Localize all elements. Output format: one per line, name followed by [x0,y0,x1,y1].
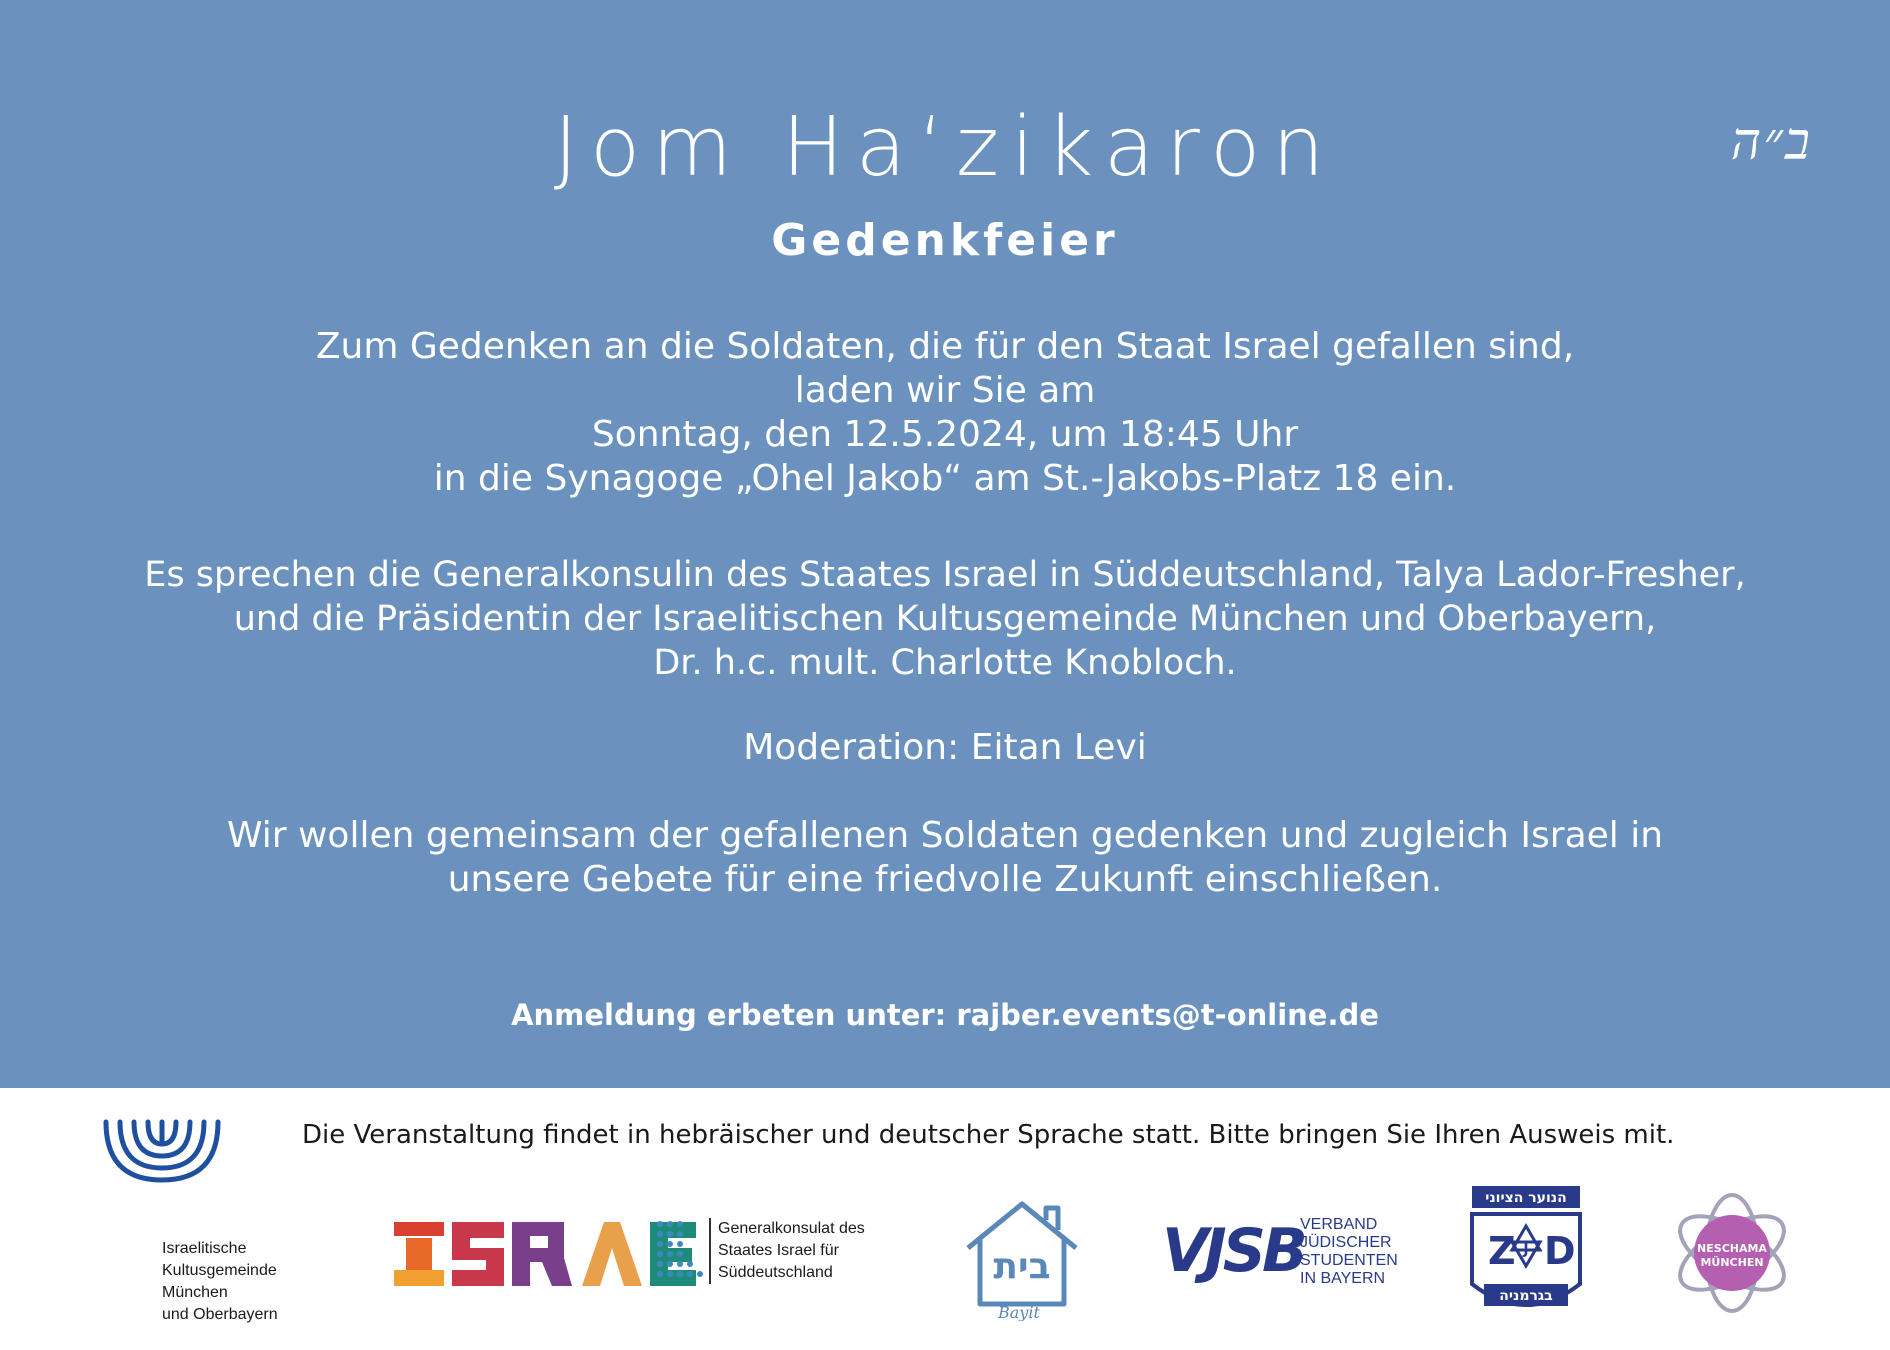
consulate-line: Süddeutschland [718,1264,833,1281]
ikg-name [162,1238,278,1326]
ikg-line: Kultusgemeinde [162,1262,277,1279]
ikg-logo [100,1118,300,1323]
svg-text:MÜNCHEN: MÜNCHEN [1700,1256,1764,1269]
svg-text:Z: Z [1488,1229,1516,1273]
consulate-line: Generalkonsulat des [718,1220,865,1237]
invitation-line: Zum Gedenken an die Soldaten, die für den Staat Israel gefallen sind, [315,326,1575,367]
zjd-logo [1470,1184,1582,1326]
language-notice: Die Veranstaltung findet in hebräischer und deutscher Sprache statt. Bitte bringen Sie Ihren Ausweis mit. [302,1120,1675,1150]
closing-paragraph [0,814,1890,902]
consulate-logo [392,1218,872,1298]
event-subtitle: Gedenkfeier [771,215,1119,266]
vjsb-mark: VJSB [1162,1216,1304,1286]
zjd-emblem-icon [1470,1184,1582,1326]
vjsb-logo [1162,1216,1402,1311]
event-title: Jom Ha‘zikaron [553,100,1337,195]
svg-text:Bayit: Bayit [998,1303,1040,1321]
svg-text:D: D [1544,1229,1576,1273]
bh-mark: ב״ה [1730,112,1812,172]
neschama-logo [1668,1188,1796,1318]
vjsb-line: VERBAND [1300,1216,1378,1233]
moderation-line: Moderation: Eitan Levi [743,727,1147,768]
invitation-line: laden wir Sie am [794,370,1096,411]
menorah-icon [100,1118,230,1208]
ikg-line: München [162,1284,228,1301]
vjsb-line: JÜDISCHER [1300,1234,1392,1251]
vjsb-name [1300,1216,1398,1288]
invitation-line: Sonntag, den 12.5.2024, um 18:45 Uhr [591,414,1299,455]
dot-grid-icon [654,1218,704,1288]
atom-icon [1668,1188,1796,1318]
speakers-line: Es sprechen die Generalkonsulin des Staates Israel in Süddeutschland, Talya Lador-Fresher, [144,555,1746,595]
svg-text:J: J [1523,1242,1529,1258]
consulate-name [718,1218,865,1284]
speakers-paragraph [0,553,1890,685]
closing-line: unsere Gebete für eine friedvolle Zukunft einschließen. [447,859,1443,900]
divider [709,1218,711,1284]
svg-text:הנוער הציוני: הנוער הציוני [1485,1190,1567,1206]
svg-text:NESCHAMA: NESCHAMA [1697,1242,1767,1255]
ikg-line: und Oberbayern [162,1306,278,1323]
invitation-paragraph [0,325,1890,501]
speakers-line: Dr. h.c. mult. Charlotte Knobloch. [653,643,1237,683]
registration-contact: Anmeldung erbeten unter: rajber.events@t-online.de [511,998,1379,1032]
invitation-line: in die Synagoge „Ohel Jakob“ am St.-Jakobs-Platz 18 ein. [433,458,1457,499]
svg-text:בגרמניה: בגרמניה [1499,1288,1553,1304]
house-icon [962,1196,1082,1321]
closing-line: Wir wollen gemeinsam der gefallenen Soldaten gedenken und zugleich Israel in [226,815,1664,856]
ikg-line: Israelitische [162,1240,247,1257]
speakers-line: und die Präsidentin der Israelitischen Kultusgemeinde München und Oberbayern, [233,599,1657,639]
bayit-logo [962,1196,1082,1321]
vjsb-line: STUDENTEN [1300,1252,1398,1269]
footer [0,1088,1890,1350]
consulate-line: Staates Israel für [718,1242,839,1259]
svg-text:בית: בית [993,1246,1051,1287]
vjsb-line: IN BAYERN [1300,1270,1386,1287]
